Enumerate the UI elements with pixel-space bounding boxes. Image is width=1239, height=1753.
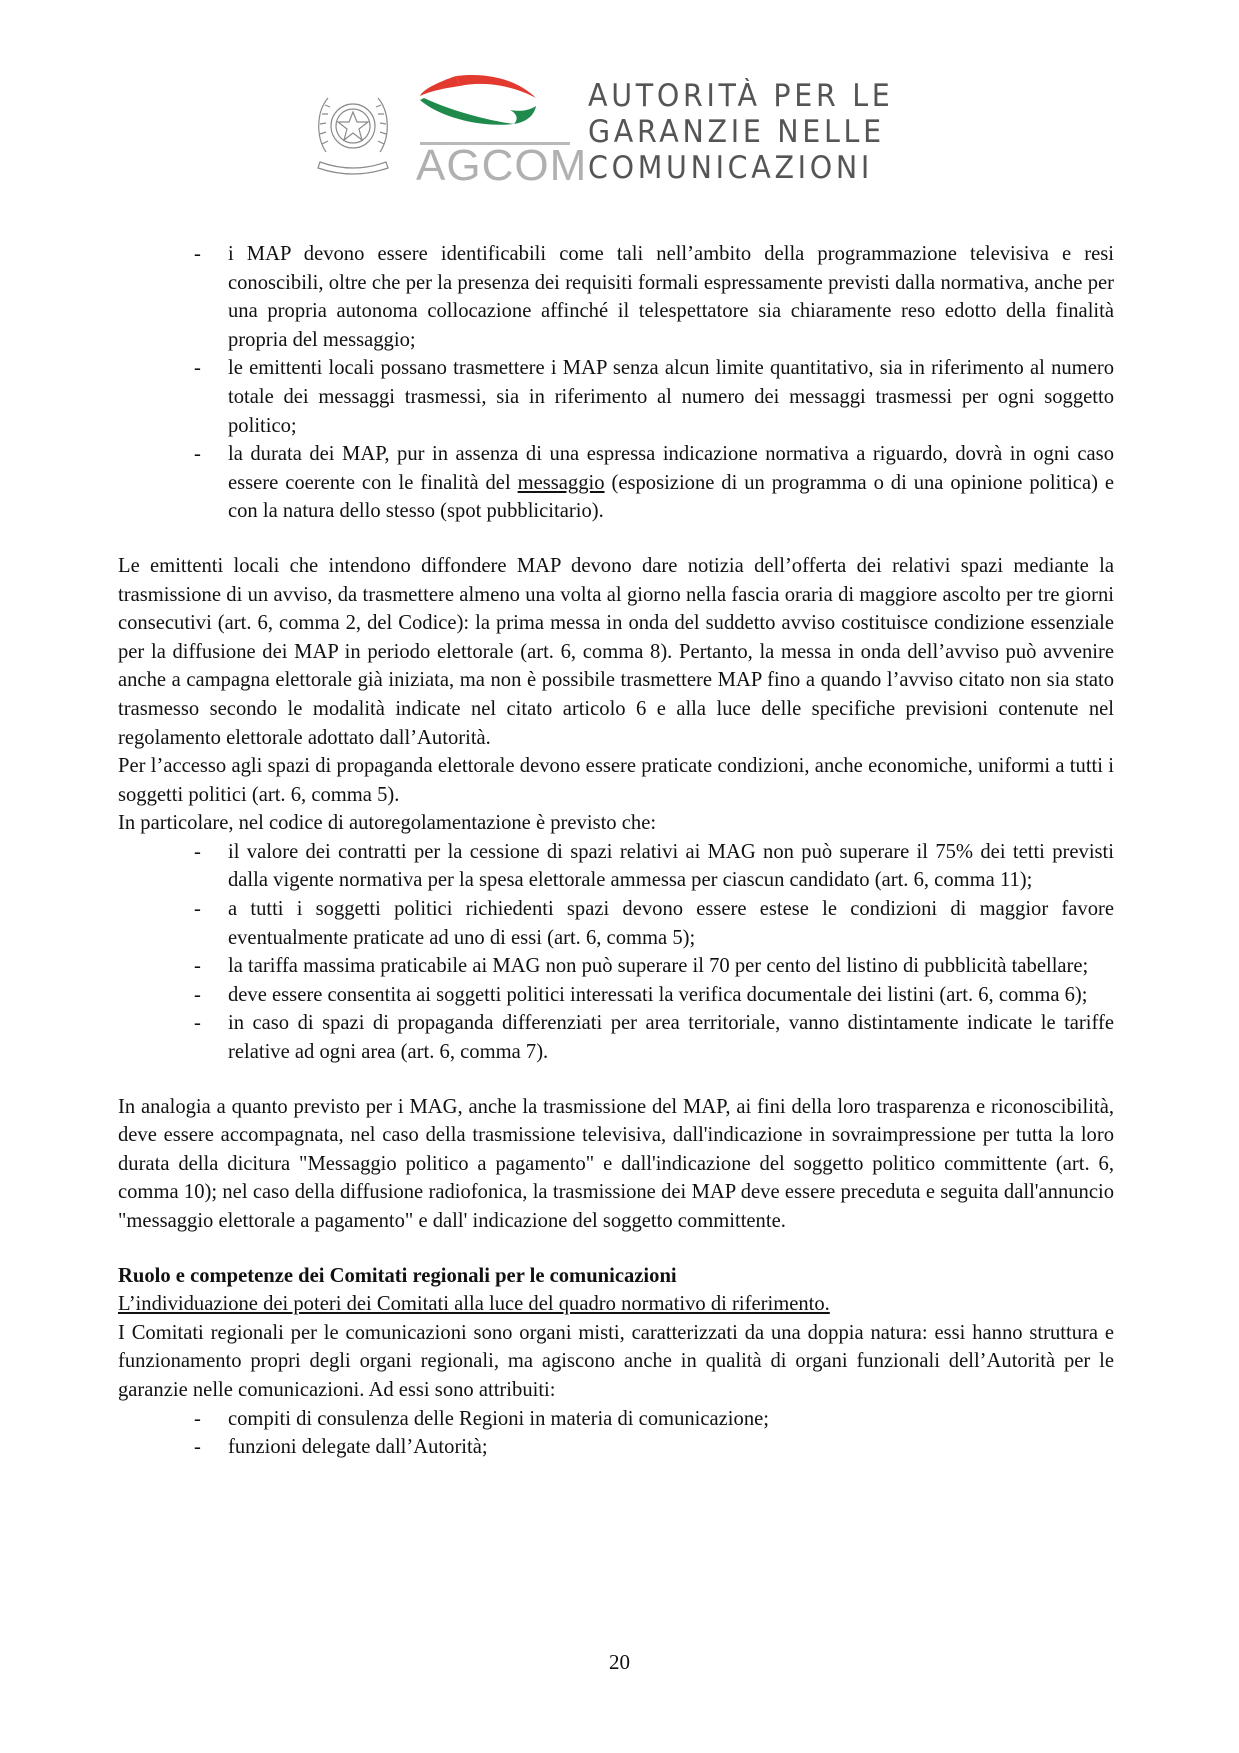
paragraph-particolare: In particolare, nel codice di autoregolamentazione è previsto che: (118, 812, 657, 835)
bullet-dash: - (194, 840, 201, 863)
bullet-dash: - (194, 1407, 201, 1430)
list-item (118, 1433, 1114, 1462)
bullet-dash: - (194, 1012, 201, 1035)
list-item-text: funzioni delegate dall’Autorità; (228, 1436, 488, 1459)
paragraph-analogia: In analogia a quanto previsto per i MAG, anche la trasmissione del MAP, ai fini della loro trasparenza e riconoscibilità, deve essere accompagnata, nel caso della trasmissione televisiva, dall'indicazione in sovraimpressione per tutta la loro durata della dicitura "Messaggio politico a pagamento" e dall'indicazione del soggetto politico committente (art. 6, comma 10); nel caso della diffusione radiofonica, la trasmissione dei MAP deve essere preceduta e seguita dall'annuncio "messaggio elettorale a pagamento" e dall' indicazione del soggetto committente. (118, 1095, 1114, 1232)
bullet-dash: - (194, 898, 201, 921)
section-subheading: L’individuazione dei poteri dei Comitati alla luce del quadro normativo di riferimento. (118, 1293, 830, 1316)
list-item-text: i MAP devono essere identificabili come tali nell’ambito della programmazione televisiva e resi conoscibili, oltre che per la presenza dei requisiti formali espressamente previsti dalla normativa, anche per una propria autonoma collocazione affinché il telespettatore sia chiaramente reso edotto della finalità propria del messaggio; (228, 243, 1114, 351)
list-item-text-before: la durata dei MAP, pur in assenza di una espressa indicazione normativa a riguardo, dovrà in ogni caso essere coerente con le finalità del (228, 443, 1114, 494)
list-item (118, 838, 1114, 895)
list-item-text: a tutti i soggetti politici richiedenti spazi devono essere estese le condizioni di maggior favore eventualmente praticate ad uno di essi (art. 6, comma 5); (228, 898, 1114, 949)
comitati-attributions-list (118, 1405, 1114, 1462)
spacer (118, 1236, 1114, 1262)
paragraph-avviso: Le emittenti locali che intendono diffondere MAP devono dare notizia dell’offerta dei relativi spazi mediante la trasmissione di un avviso, da trasmettere almeno una volta al giorno nella fascia oraria di maggiore ascolto per tre giorni consecutivi (art. 6, comma 2, del Codice): la prima messa in onda del suddetto avviso costituisce condizione essenziale per la diffusione dei MAP in periodo elettorale (art. 6, comma 8). Pertanto, la messa in onda dell’avviso può avvenire anche a campagna elettorale già iniziata, ma non è possibile trasmettere MAP fino a quando l’avviso citato non sia stato trasmesso secondo le modalità indicate nel citato articolo 6 e alla luce delle specifiche previsioni contenute nel regolamento elettorale adottato dall’Autorità. (118, 554, 1114, 749)
bullet-dash: - (194, 443, 201, 466)
document-body (118, 240, 1114, 1462)
spacer (118, 1067, 1114, 1093)
authority-title-line-1: AUTORITÀ PER LE (588, 78, 894, 114)
list-item (118, 354, 1114, 440)
list-item-text: in caso di spazi di propaganda differenziati per area territoriale, vanno distintamente indicate le tariffe relative ad ogni area (art. 6, comma 7). (228, 1012, 1114, 1064)
list-item-text: la tariffa massima praticabile ai MAG non può superare il 70 per cento del listino di pubblicità tabellare; (228, 955, 1089, 978)
bullet-dash: - (194, 243, 201, 265)
authority-title (588, 78, 893, 186)
agcom-swoosh-logo-icon (418, 72, 538, 132)
underlined-word-messaggio: messaggio (517, 471, 605, 494)
italian-republic-emblem-icon (312, 82, 394, 178)
list-item (118, 1009, 1114, 1066)
list-item (118, 440, 1114, 526)
bullet-dash: - (194, 1436, 201, 1459)
list-item-text: compiti di consulenza delle Regioni in materia di comunicazione; (228, 1407, 769, 1430)
list-item (118, 895, 1114, 952)
agcom-wordmark: AGCOM (416, 141, 588, 190)
bullet-dash: - (194, 955, 201, 978)
page-header (0, 0, 1239, 200)
bullet-dash: - (194, 357, 201, 380)
list-item-text: deve essere consentita ai soggetti politici interessati la verifica documentale dei listini (art. 6, comma 6); (228, 983, 1088, 1006)
bullet-dash: - (194, 983, 201, 1006)
paragraph-accesso: Per l’accesso agli spazi di propaganda elettorale devono essere praticate condizioni, anche economiche, uniformi a tutti i soggetti politici (art. 6, comma 5). (118, 755, 1114, 806)
authority-title-line-2: GARANZIE NELLE (588, 114, 885, 150)
list-item-text: il valore dei contratti per la cessione di spazi relativi ai MAG non può superare il 75% dei tetti previsti dalla vigente normativa per la spesa elettorale ammessa per ciascun candidato (art. 6, comma 11); (228, 840, 1114, 892)
list-item (118, 240, 1114, 354)
authority-title-line-3: COMUNICAZIONI (588, 150, 873, 186)
list-item (118, 981, 1114, 1010)
map-requirements-list (118, 240, 1114, 526)
paragraph-comitati: I Comitati regionali per le comunicazioni sono organi misti, caratterizzati da una doppia natura: essi hanno struttura e funzionamento propri degli organi regionali, ma agiscono anche in qualità di organi funzionali dell’Autorità per le garanzie nelle comunicazioni. Ad essi sono attribuiti: (118, 1321, 1114, 1401)
page-number: 20 (609, 1650, 630, 1674)
section-heading: Ruolo e competenze dei Comitati regionali per le comunicazioni (118, 1264, 677, 1287)
spacer (118, 526, 1114, 552)
list-item-text: le emittenti locali possano trasmettere i MAP senza alcun limite quantitativo, sia in riferimento al numero totale dei messaggi trasmessi, sia in riferimento al numero dei messaggi trasmessi per ogni soggetto politico; (228, 357, 1114, 437)
list-item (118, 952, 1114, 981)
mag-rules-list (118, 838, 1114, 1067)
list-item-text-after: (esposizione di un programma o di una opinione politica) e con la natura dello stesso (spot pubblicitario). (228, 471, 1115, 523)
list-item (118, 1405, 1114, 1434)
